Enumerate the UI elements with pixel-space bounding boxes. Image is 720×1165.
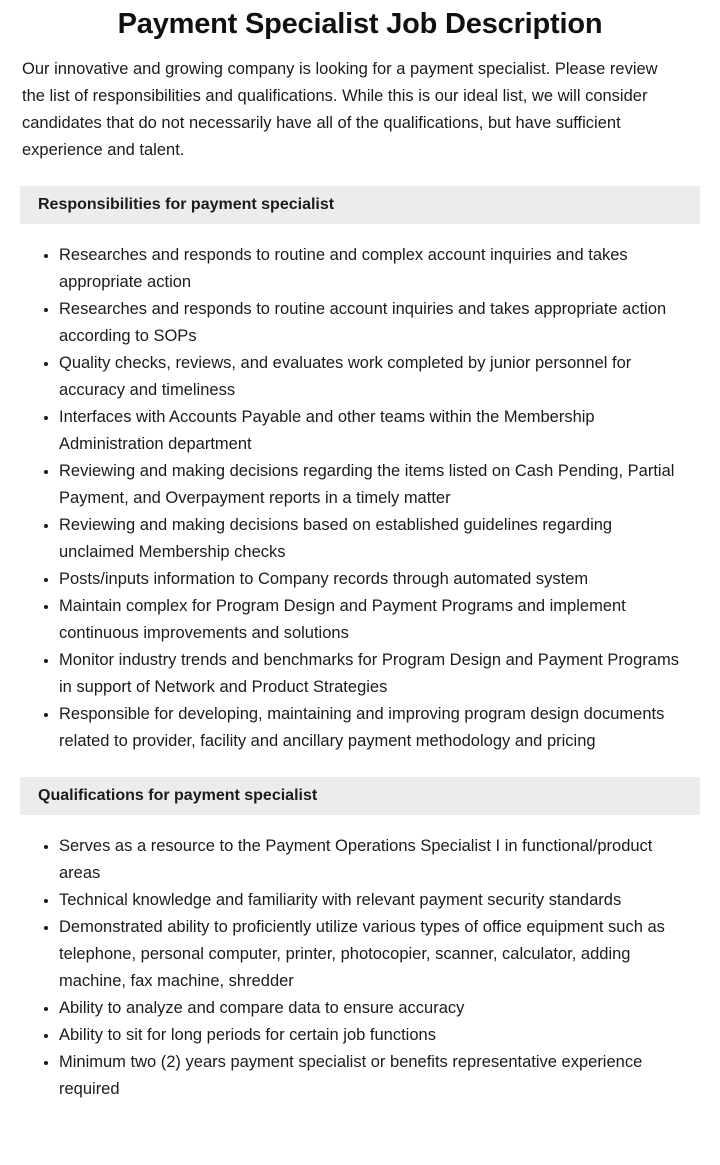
list-item: Maintain complex for Program Design and Payment Programs and implement continuous improvements and solutions: [59, 593, 690, 647]
list-item: Responsible for developing, maintaining and improving program design documents related to provider, facility and ancillary payment methodology and pricing: [59, 701, 690, 755]
section-header-qualifications: [20, 777, 700, 815]
list-item: Demonstrated ability to proficiently utilize various types of office equipment such as telephone, personal computer, printer, photocopier, scanner, calculator, adding machine, fax machine, shredder: [59, 914, 690, 995]
list-item: Technical knowledge and familiarity with relevant payment security standards: [59, 887, 690, 914]
intro-paragraph: Our innovative and growing company is looking for a payment specialist. Please review the list of responsibilities and qualifications. While this is our ideal list, we will consider candidates that do not necessarily have all of the qualifications, but have sufficient experience and talent.: [22, 60, 658, 159]
list-item: Ability to sit for long periods for certain job functions: [59, 1022, 690, 1049]
section-header-responsibilities: [20, 186, 700, 224]
list-item: Minimum two (2) years payment specialist or benefits representative experience required: [59, 1049, 690, 1103]
list-item: Interfaces with Accounts Payable and other teams within the Membership Administration department: [59, 404, 690, 458]
list-item: Researches and responds to routine and complex account inquiries and takes appropriate action: [59, 242, 690, 296]
list-item: Reviewing and making decisions regarding the items listed on Cash Pending, Partial Payment, and Overpayment reports in a timely matter: [59, 458, 690, 512]
list-item: Reviewing and making decisions based on established guidelines regarding unclaimed Membership checks: [59, 512, 690, 566]
list-item: Researches and responds to routine account inquiries and takes appropriate action according to SOPs: [59, 296, 690, 350]
list-item: Quality checks, reviews, and evaluates work completed by junior personnel for accuracy and timeliness: [59, 350, 690, 404]
section-heading-label: Qualifications for payment specialist: [38, 787, 318, 804]
qualifications-list: [0, 833, 720, 1103]
list-item: Monitor industry trends and benchmarks for Program Design and Payment Programs in support of Network and Product Strategies: [59, 647, 690, 701]
responsibilities-list: [0, 242, 720, 755]
list-item: Posts/inputs information to Company records through automated system: [59, 566, 690, 593]
page-title: Payment Specialist Job Description: [117, 8, 603, 40]
list-item: Serves as a resource to the Payment Operations Specialist I in functional/product areas: [59, 833, 690, 887]
list-item: Ability to analyze and compare data to ensure accuracy: [59, 995, 690, 1022]
section-heading-label: Responsibilities for payment specialist: [38, 196, 335, 213]
